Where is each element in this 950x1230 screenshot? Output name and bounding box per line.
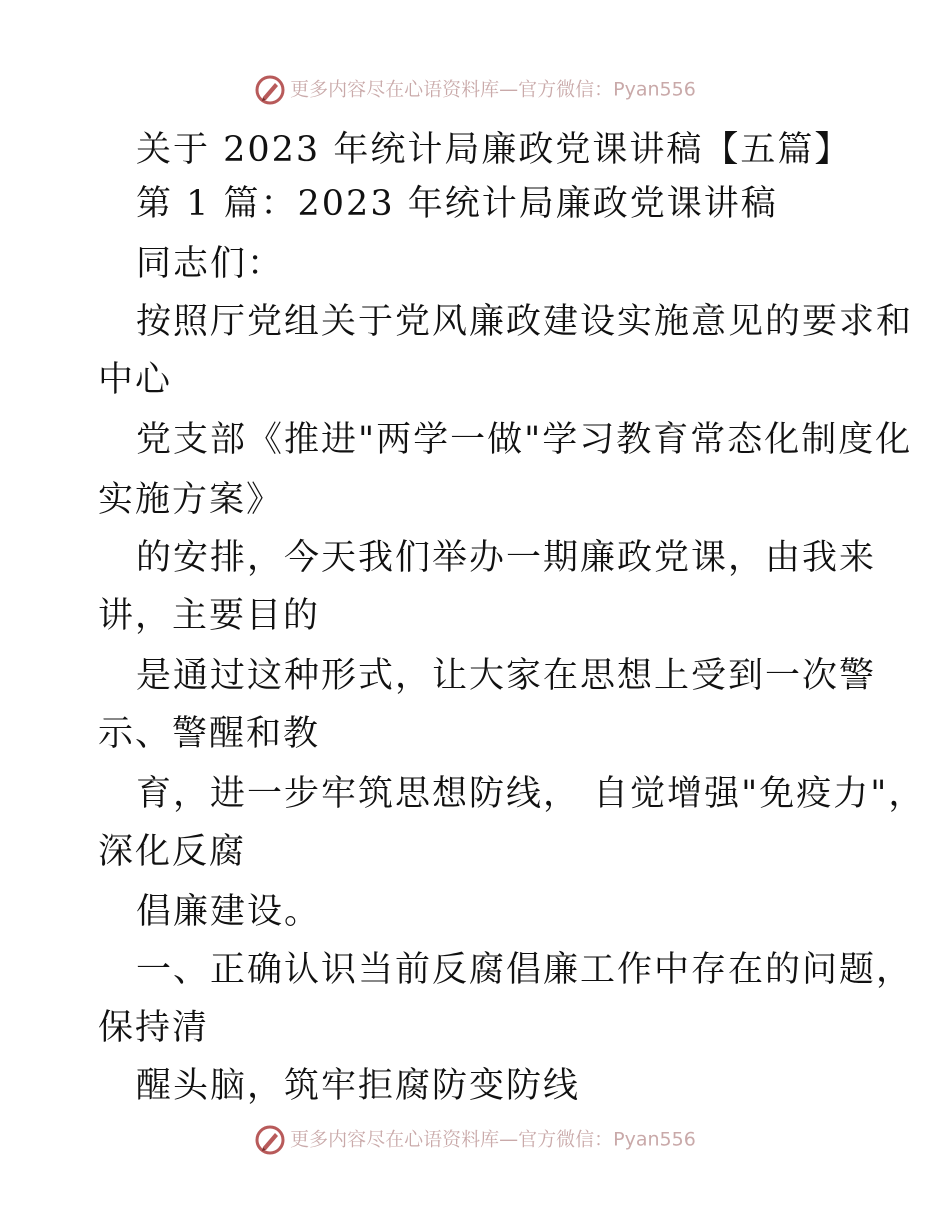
pen-logo-icon [254,74,286,106]
body-line: 示、警醒和教 [98,714,321,754]
body-line: 倡廉建设。 [136,892,322,932]
body-line: 育，进一步牢筑思想防线， 自觉增强"免疫力"， [136,774,926,814]
body-line: 中心 [98,360,173,400]
watermark-text: 更多内容尽在心语资料库—官方微信：Pyan556 [290,78,696,101]
part-heading: 第 1 篇：2023 年统计局廉政党课讲稿 [136,184,778,224]
salutation: 同志们： [136,244,285,284]
body-line: 是通过这种形式，让大家在思想上受到一次警 [136,656,877,696]
body-line: 按照厅党组关于党风廉政建设实施意见的要求和 [136,302,914,342]
body-line: 党支部《推进"两学一做"学习教育常态化制度化 [136,420,913,460]
section-heading: 保持清 [98,1008,210,1048]
document-title: 关于 2023 年统计局廉政党课讲稿【五篇】 [136,130,852,170]
section-heading: 醒头脑，筑牢拒腐防变防线 [136,1066,581,1106]
section-heading: 一、正确认识当前反腐倡廉工作中存在的问题， [136,950,914,990]
footer-watermark [0,1122,950,1156]
header-watermark [0,72,950,106]
watermark-text: 更多内容尽在心语资料库—官方微信：Pyan556 [290,1128,696,1151]
body-line: 的安排，今天我们举办一期廉政党课，由我来 [136,538,877,578]
body-line: 实施方案》 [98,480,284,520]
pen-logo-icon [254,1124,286,1156]
body-line: 讲，主要目的 [98,596,321,636]
body-line: 深化反腐 [98,832,247,872]
